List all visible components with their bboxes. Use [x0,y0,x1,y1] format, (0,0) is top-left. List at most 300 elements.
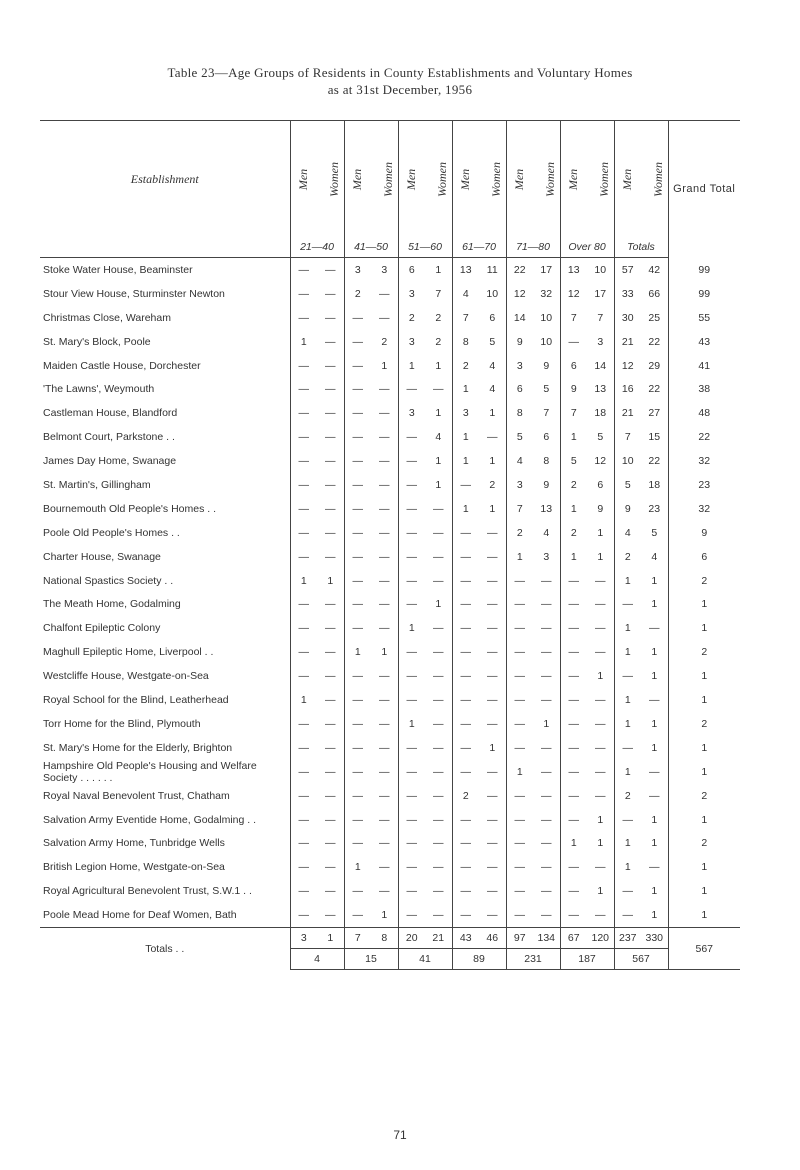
women-count: 1 [651,909,658,922]
men-count: 2 [398,306,425,330]
men-count: — [344,473,371,497]
women-count: 1 [489,455,496,468]
men-count: 9 [560,377,587,401]
women-count: 10 [486,287,499,300]
women-count: 66 [648,287,661,300]
table-row [40,401,740,425]
women-count: — [433,885,444,898]
age-group-header: 21—40 [290,237,344,258]
women-count: — [433,646,444,659]
men-count: 4 [614,521,641,545]
women-count: — [595,693,606,706]
women-count: — [379,287,390,300]
women-count: 7 [543,407,550,420]
women-count: 1 [651,646,658,659]
women-count: — [325,287,336,300]
women-count: 1 [597,550,604,563]
establishment-name: Charter House, Swanage [43,550,161,563]
women-count: — [541,670,552,683]
women-count: 1 [381,909,388,922]
women-count: 5 [597,431,604,444]
men-count: — [344,736,371,760]
women-count: 1 [489,741,496,754]
women-count: — [487,574,498,587]
women-count: — [595,909,606,922]
men-count: — [452,640,479,664]
women-count: — [595,765,606,778]
women-header: Women [434,161,449,197]
table-row [40,282,740,306]
men-count: 21 [614,330,641,354]
women-count: — [325,383,336,396]
men-count: — [398,879,425,903]
grand-total-value: 23 [668,473,740,497]
women-count: 27 [648,407,661,420]
age-group-header: 41—50 [344,237,398,258]
men-count: — [398,569,425,593]
men-count: 1 [560,831,587,855]
women-count: — [325,813,336,826]
women-count: — [379,383,390,396]
total-cell: 7 [344,928,371,949]
women-count: — [595,861,606,874]
women-count: — [379,502,390,515]
age-groups-table [40,120,740,970]
women-count: — [433,717,444,730]
women-count: 1 [597,526,604,539]
men-header: Men [620,168,635,190]
women-count: 17 [540,263,553,276]
table-row [40,449,740,473]
grand-total-value: 38 [668,377,740,401]
men-count: — [290,808,317,832]
table-row [40,569,740,593]
women-count: 17 [594,287,607,300]
women-count: 9 [543,359,550,372]
men-count: 2 [452,784,479,808]
grand-total-value: 2 [668,569,740,593]
women-count: — [325,741,336,754]
men-count: — [452,736,479,760]
women-count: — [433,383,444,396]
men-count: 1 [452,425,479,449]
establishment-name: 'The Lawns', Weymouth [43,383,155,396]
men-count: — [290,545,317,569]
men-count: — [344,330,371,354]
women-count: — [325,455,336,468]
grand-total-value: 99 [668,282,740,306]
women-count: — [325,789,336,802]
men-count: — [398,592,425,616]
table-row [40,354,740,378]
men-count: — [290,760,317,784]
grand-total-value: 1 [668,760,740,784]
women-count: 7 [435,287,442,300]
grand-total-cell: 567 [668,928,740,970]
men-count: — [452,808,479,832]
establishment-name: Salvation Army Eventide Home, Godalming . . [43,813,257,826]
women-count: — [487,622,498,635]
grand-total-value: 1 [668,903,740,927]
men-count: — [290,282,317,306]
men-count: — [398,425,425,449]
women-header: Women [542,161,557,197]
women-count: — [325,550,336,563]
men-count: 3 [398,282,425,306]
women-count: — [541,622,552,635]
women-count: — [325,885,336,898]
women-count: — [379,311,390,324]
women-count: 1 [651,837,658,850]
women-count: 2 [489,478,496,491]
men-header: Men [458,168,473,190]
men-count: 1 [344,855,371,879]
men-count: — [506,736,533,760]
men-count: 4 [452,282,479,306]
men-count: 1 [614,855,641,879]
total-cell: 8 [371,928,398,949]
women-count: — [487,813,498,826]
women-count: 11 [486,263,498,276]
women-count: 6 [543,431,550,444]
men-count: 6 [560,354,587,378]
women-header: Women [488,161,503,197]
grand-total-value: 99 [668,258,740,282]
men-count: 1 [398,354,425,378]
women-count: — [541,789,552,802]
totals-label: Totals . . [40,928,290,970]
men-count: — [506,808,533,832]
establishment-name: St. Mary's Home for the Elderly, Brighton [43,741,233,754]
women-count: — [325,622,336,635]
grand-total-value: 48 [668,401,740,425]
establishment-name: The Meath Home, Godalming [43,598,181,611]
women-count: — [433,765,444,778]
men-count: 7 [560,306,587,330]
men-count: — [560,664,587,688]
grand-total-value: 2 [668,712,740,736]
establishment-name: British Legion Home, Westgate-on-Sea [43,861,225,874]
men-count: 6 [398,258,425,282]
grand-total-value: 2 [668,831,740,855]
men-count: 14 [506,306,533,330]
women-count: 5 [651,526,658,539]
establishment-name: Poole Mead Home for Deaf Women, Bath [43,909,237,922]
men-count: 8 [506,401,533,425]
women-count: 13 [540,502,553,515]
women-count: — [379,598,390,611]
women-count: — [379,622,390,635]
establishment-name: Christmas Close, Wareham [43,311,171,324]
women-count: — [379,789,390,802]
women-count: — [379,693,390,706]
women-count: — [433,909,444,922]
men-count: 57 [614,258,641,282]
women-count: — [379,741,390,754]
women-count: — [433,574,444,587]
women-count: 3 [597,335,604,348]
age-group-header: 51—60 [398,237,452,258]
establishment-name: Bournemouth Old People's Homes . . [43,502,217,515]
men-count: — [398,688,425,712]
men-count: — [452,592,479,616]
men-count: — [344,521,371,545]
women-count: — [487,717,498,730]
women-count: 9 [543,478,550,491]
men-count: — [560,903,587,927]
men-count: 33 [614,282,641,306]
men-count: 10 [614,449,641,473]
women-count: — [487,861,498,874]
men-count: — [344,784,371,808]
women-count: — [649,693,660,706]
men-count: — [290,425,317,449]
men-count: — [290,354,317,378]
women-count: 1 [651,885,658,898]
men-count: — [452,688,479,712]
total-cell: 97 [506,928,533,949]
women-count: 1 [489,502,496,515]
men-count: — [560,616,587,640]
women-count: 4 [435,431,442,444]
age-group-header: 61—70 [452,237,506,258]
table-title: Table 23—Age Groups of Residents in County Establishments and Voluntary Homes [167,65,633,80]
women-header: Women [596,161,611,197]
men-count: 1 [614,640,641,664]
women-count: 13 [594,383,607,396]
table-row [40,712,740,736]
women-count: — [433,693,444,706]
men-count: 1 [560,545,587,569]
women-count: — [379,407,390,420]
men-count: 3 [506,354,533,378]
women-count: 6 [597,478,604,491]
establishment-name: Royal Naval Benevolent Trust, Chatham [43,789,230,802]
men-count: 1 [614,688,641,712]
women-count: 2 [435,311,442,324]
women-count: 18 [594,407,607,420]
women-count: — [649,765,660,778]
women-count: — [379,431,390,444]
women-count: — [325,646,336,659]
men-count: 2 [614,784,641,808]
men-count: 1 [506,760,533,784]
establishment-name: Royal School for the Blind, Leatherhead [43,693,229,706]
women-count: — [325,861,336,874]
women-count: — [325,335,336,348]
men-count: — [290,736,317,760]
women-count: — [325,478,336,491]
total-cell: 237 [614,928,641,949]
combined-total-cell: 89 [452,949,506,970]
men-count: — [560,879,587,903]
women-count: — [433,789,444,802]
establishment-name: Maiden Castle House, Dorchester [43,359,201,372]
grand-total-value: 22 [668,425,740,449]
men-count: — [398,473,425,497]
women-count: 18 [648,478,661,491]
men-count: — [452,569,479,593]
table-row [40,760,740,784]
combined-total-cell: 15 [344,949,398,970]
men-count: — [560,330,587,354]
men-count: 1 [614,831,641,855]
men-count: — [344,377,371,401]
women-count: 1 [597,837,604,850]
men-count: — [398,760,425,784]
women-count: 1 [381,359,388,372]
women-count: 1 [381,646,388,659]
men-count: — [344,354,371,378]
men-count: — [452,521,479,545]
table-row [40,784,740,808]
women-count: — [487,837,498,850]
women-count: 1 [435,455,442,468]
men-count: 6 [506,377,533,401]
women-count: 3 [543,550,550,563]
total-cell: 1 [317,928,344,949]
establishment-name: Stour View House, Sturminster Newton [43,287,225,300]
women-count: 1 [597,670,604,683]
table-row [40,258,740,282]
men-count: — [560,640,587,664]
men-count: — [506,569,533,593]
men-count: — [452,903,479,927]
establishment-name: Chalfont Epileptic Colony [43,622,161,635]
men-count: — [614,808,641,832]
men-count: — [290,784,317,808]
women-count: 1 [435,598,442,611]
men-count: — [290,306,317,330]
men-count: 3 [398,401,425,425]
women-count: — [541,598,552,611]
men-count: — [344,616,371,640]
women-count: — [379,574,390,587]
men-count: — [506,879,533,903]
women-count: 25 [648,311,661,324]
men-count: 1 [290,688,317,712]
women-count: — [433,861,444,874]
women-count: — [541,646,552,659]
men-count: — [452,879,479,903]
men-count: — [398,449,425,473]
men-count: — [344,497,371,521]
women-count: — [379,526,390,539]
establishment-name: Stoke Water House, Beaminster [43,263,193,276]
men-count: 3 [398,330,425,354]
women-count: — [541,861,552,874]
establishment-name: Poole Old People's Homes . . [43,526,180,539]
men-count: 2 [614,545,641,569]
women-count: 7 [597,311,604,324]
women-count: — [325,909,336,922]
combined-total-cell: 187 [560,949,614,970]
women-count: — [325,263,336,276]
establishment-name: St. Mary's Block, Poole [43,335,151,348]
men-count: — [290,616,317,640]
men-count: 5 [506,425,533,449]
grand-total-value: 1 [668,855,740,879]
establishment-name: Maghull Epileptic Home, Liverpool . . [43,646,214,659]
men-count: — [290,497,317,521]
men-count: — [506,784,533,808]
women-count: — [541,909,552,922]
women-count: 2 [381,335,388,348]
women-count: — [325,526,336,539]
grand-total-value: 55 [668,306,740,330]
women-count: 6 [489,311,496,324]
men-header: Men [296,168,311,190]
women-count: — [541,765,552,778]
men-count: — [290,879,317,903]
men-count: — [290,521,317,545]
age-group-header: Totals [614,237,668,258]
women-count: 1 [435,407,442,420]
men-count: — [398,903,425,927]
grand-total-value: 1 [668,808,740,832]
men-count: — [506,592,533,616]
men-count: — [506,616,533,640]
women-count: 4 [489,383,496,396]
table-row [40,808,740,832]
men-count: — [344,306,371,330]
men-count: — [560,784,587,808]
men-count: — [344,879,371,903]
table-row [40,616,740,640]
men-count: — [398,521,425,545]
men-count: 7 [614,425,641,449]
women-count: — [595,598,606,611]
total-cell: 21 [425,928,452,949]
grand-total-value: 1 [668,616,740,640]
men-count: 1 [506,545,533,569]
establishment-name: James Day Home, Swanage [43,455,177,468]
grand-total-value: 32 [668,449,740,473]
women-count: 1 [651,717,658,730]
women-count: — [325,765,336,778]
women-count: — [487,909,498,922]
women-count: 2 [435,335,442,348]
women-count: 9 [597,502,604,515]
women-count: — [487,598,498,611]
men-count: — [344,569,371,593]
men-count: — [614,736,641,760]
women-count: 22 [648,383,661,396]
men-count: 2 [560,473,587,497]
women-count: — [541,574,552,587]
men-count: 21 [614,401,641,425]
men-count: — [398,736,425,760]
women-count: — [433,837,444,850]
men-count: 3 [452,401,479,425]
men-count: 3 [344,258,371,282]
women-count: — [325,311,336,324]
men-count: — [344,545,371,569]
grand-total-header: Grand Total [668,121,740,258]
women-count: — [541,693,552,706]
men-header: Men [350,168,365,190]
women-count: — [595,574,606,587]
women-count: — [541,885,552,898]
men-count: — [398,855,425,879]
table-row [40,592,740,616]
women-count: — [433,741,444,754]
women-count: — [379,670,390,683]
men-count: — [344,592,371,616]
table-row [40,545,740,569]
table-row [40,855,740,879]
men-count: — [290,664,317,688]
